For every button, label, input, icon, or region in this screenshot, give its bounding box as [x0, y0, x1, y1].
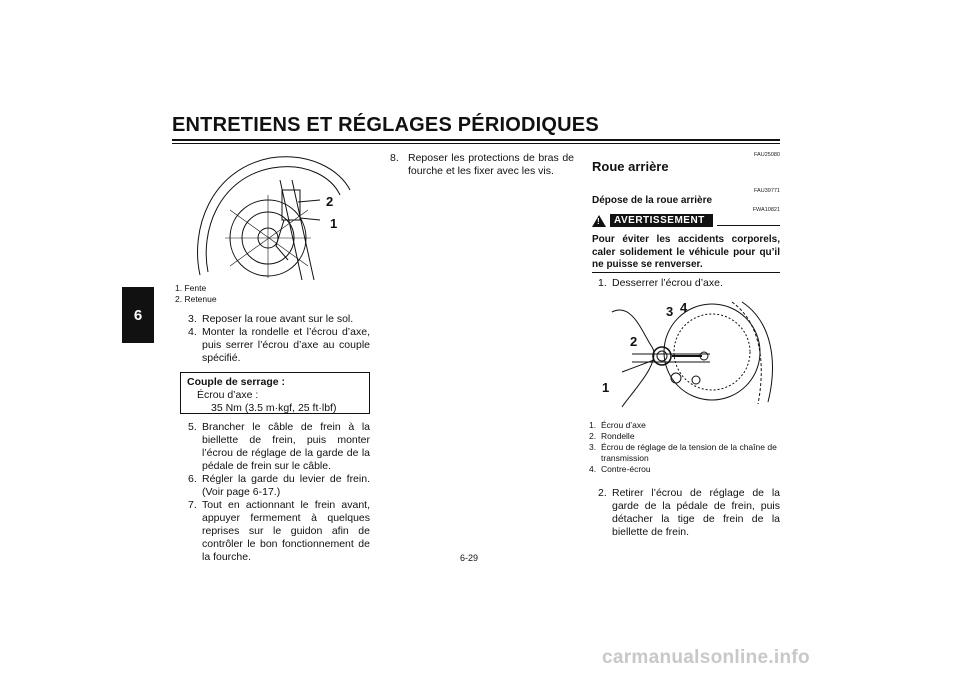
torque-title: Couple de serrage : — [187, 376, 286, 388]
warning-icon: ! — [592, 215, 606, 227]
rear-wheel-illustration — [592, 292, 780, 412]
torque-spec-box — [180, 372, 370, 414]
torque-item: Écrou d’axe : — [197, 389, 259, 401]
front-wheel-drawing — [190, 150, 360, 280]
warning-bottom-rule — [592, 272, 780, 273]
step-item: 6. Régler la garde du levier de frein. (Voir page 6-17.) — [188, 473, 370, 498]
step-item: 2. Retirer l’écrou de réglage de la garde de la pédale de frein, puis détacher la tige de frein de la biellette de frein. — [598, 487, 780, 538]
header-rule-thin — [172, 143, 780, 144]
section-title: Roue arrière — [592, 159, 669, 174]
caption-item: 4. Contre-écrou — [589, 464, 651, 474]
caption-item: 3. Écrou de réglage de la tension de la chaîne de transmission — [589, 442, 777, 463]
page-number: 6-29 — [460, 553, 479, 563]
step-item: 8. Reposer les protections de bras de fourche et les fixer avec les vis. — [390, 152, 574, 177]
step-item: 4. Monter la rondelle et l’écrou d’axe, puis serrer l’écrou d’axe au couple spécifié. — [188, 326, 370, 364]
step-item: 7. Tout en actionnant le frein avant, appuyer fermement à quelques reprises sur le guidon afin de contrôler le bon fonctionnement de la fourche. — [188, 499, 370, 563]
watermark: carmanualsonline.info — [602, 647, 810, 668]
figure-label-2: 2 — [326, 194, 334, 209]
middle-steps — [390, 152, 574, 178]
figure-label-4: 4 — [680, 300, 688, 315]
right-step-2 — [598, 487, 780, 539]
page-header-title: ENTRETIENS ET RÉGLAGES PÉRIODIQUES — [172, 114, 599, 136]
warning-text: Pour éviter les accidents corporels, caler solidement le véhicule pour qu’il ne puisse se renverser. — [592, 234, 780, 270]
caption-item: 2. Rondelle — [589, 431, 635, 441]
warning-bar — [592, 214, 780, 227]
front-wheel-illustration — [190, 150, 360, 280]
figure-label-1: 1 — [602, 380, 610, 395]
chapter-tab: 6 — [122, 287, 154, 343]
figure-label-2: 2 — [630, 334, 638, 349]
doc-code-3: FWA10821 — [752, 207, 780, 213]
header-rule-thick — [172, 139, 780, 141]
step-item: 3. Reposer la roue avant sur le sol. — [188, 313, 354, 325]
left-steps-a — [188, 313, 370, 365]
right-step-1 — [598, 277, 780, 290]
step-item: 5. Brancher le câble de frein à la biellette de frein, puis monter l’écrou de réglage de la garde de la pédale de frein sur le câble. — [188, 421, 370, 472]
figure-label-1: 1 — [330, 216, 338, 231]
left-steps-b — [188, 421, 370, 564]
torque-value: 35 Nm (3.5 m·kgf, 25 ft·lbf) — [211, 402, 337, 414]
subsection-title: Dépose de la roue arrière — [592, 195, 713, 206]
warning-label: AVERTISSEMENT — [610, 214, 713, 227]
figure-label-3: 3 — [666, 304, 674, 319]
doc-code-2: FAU39771 — [754, 188, 780, 194]
caption-item: 2. Retenue — [175, 294, 217, 304]
caption-item: 1. Écrou d’axe — [589, 420, 646, 430]
warning-rule — [717, 225, 780, 226]
left-figure-captions — [175, 283, 375, 305]
caption-item: 1. Fente — [175, 283, 207, 293]
doc-code-1: FAU25080 — [754, 152, 780, 158]
step-item: 1. Desserrer l’écrou d’axe. — [598, 277, 723, 289]
right-figure-captions — [589, 420, 784, 475]
